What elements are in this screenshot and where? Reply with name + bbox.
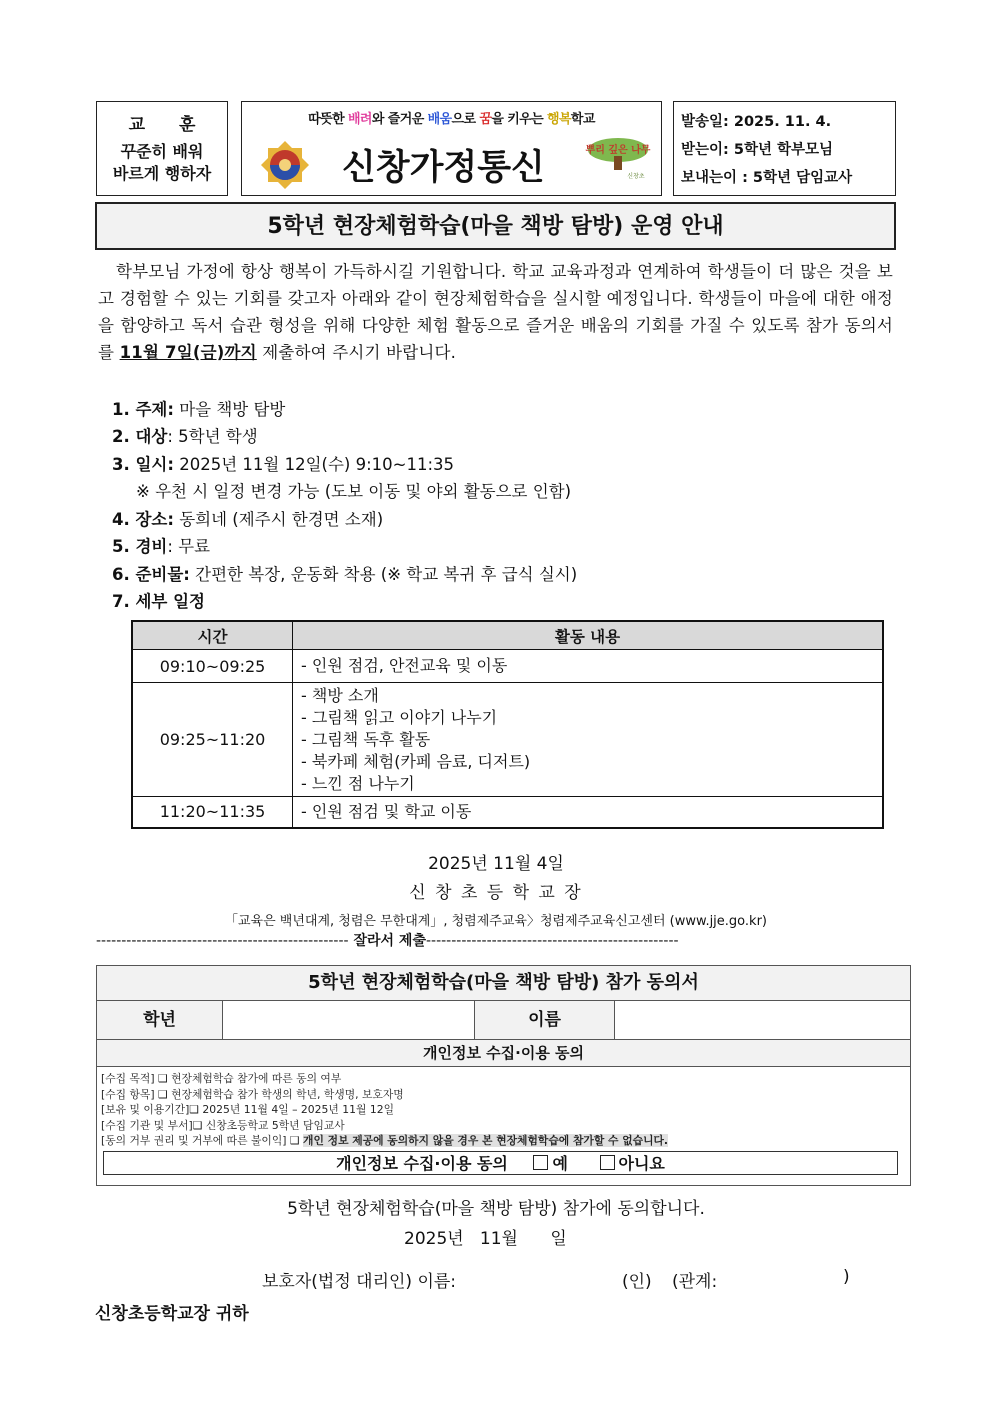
consent-yes-checkbox[interactable] bbox=[533, 1155, 548, 1170]
sender: 보내는이 : 5학년 담임교사 bbox=[681, 170, 853, 186]
agreement-date: 2025년 11월 일 bbox=[404, 1229, 567, 1249]
tree-logo-text: 뿌리 깊은 나무 bbox=[585, 145, 651, 156]
schedule-time: 11:20~11:35 bbox=[132, 797, 293, 828]
schedule-activity: - 인원 점검 및 학교 이동 bbox=[293, 797, 884, 828]
school-emblem-icon bbox=[259, 139, 311, 191]
schedule-activity: - 인원 점검, 안전교육 및 이동 bbox=[293, 650, 884, 683]
list-item-topic: 1. 주제: 마을 책방 탐방 bbox=[112, 400, 286, 419]
privacy-section-title: 개인정보 수집·이용 동의 bbox=[97, 1040, 910, 1067]
weather-note: ※ 우천 시 일정 변경 가능 (도보 이동 및 야외 활동으로 인함) bbox=[136, 482, 572, 501]
list-item-cost: 5. 경비: 무료 bbox=[112, 537, 211, 556]
integrity-campaign: 「교육은 백년대계, 청렴은 무한대계」, 청렴제주교육〉청렴제주교육신고센터 (www.jje.go.kr) bbox=[225, 914, 767, 929]
schedule-activity-list bbox=[293, 683, 884, 797]
student-info-row bbox=[97, 1001, 910, 1040]
schedule-table bbox=[131, 620, 884, 829]
consent-form bbox=[96, 965, 911, 1186]
letter-info-box bbox=[673, 101, 896, 196]
consent-no-checkbox[interactable] bbox=[600, 1155, 615, 1170]
send-date: 발송일: 2025. 11. 4. bbox=[681, 114, 832, 130]
privacy-consent-row bbox=[103, 1151, 898, 1175]
table-row bbox=[132, 650, 883, 683]
schedule-activity: - 느낀 점 나누기 bbox=[301, 773, 415, 793]
consent-yes-label: 예 bbox=[552, 1154, 568, 1173]
tree-logo-icon bbox=[582, 136, 654, 180]
refusal-warning: 개인 정보 제공에 동의하지 않을 경우 본 현장체험학습에 참가할 수 없습니다. bbox=[303, 1134, 669, 1147]
tree-logo-subtext: 신창초 bbox=[627, 173, 645, 180]
list-item-location: 4. 장소: 동희네 (제주시 한경면 소재) bbox=[112, 510, 384, 529]
privacy-details bbox=[97, 1067, 910, 1149]
seal-mark: (인) bbox=[622, 1272, 652, 1292]
privacy-line: [보유 및 이용기간]❑ 2025년 11월 4일 – 2025년 11월 12일 bbox=[101, 1103, 395, 1116]
table-row bbox=[132, 683, 883, 797]
privacy-line: [동의 거부 권리 및 거부에 따른 불이익] ❑ 개인 정보 제공에 동의하지 않을 경우 본 현장체험학습에 참가할 수 없습니다. bbox=[101, 1134, 669, 1147]
schedule-activity: - 책방 소개 bbox=[301, 685, 379, 705]
list-item-datetime: 3. 일시: 2025년 11월 12일(수) 9:10~11:35 bbox=[112, 455, 455, 474]
guardian-name-label: 보호자(법정 대리인) 이름: bbox=[262, 1272, 457, 1292]
schedule-activity: - 그림책 독후 활동 bbox=[301, 729, 431, 749]
consent-no-label: 아니요 bbox=[618, 1154, 665, 1173]
schedule-activity: - 북카페 체험(카페 음료, 디저트) bbox=[301, 751, 531, 771]
schedule-activity: - 그림책 읽고 이야기 나누기 bbox=[301, 707, 498, 727]
motto-line-2: 바르게 행하자 bbox=[112, 164, 212, 183]
list-item-target: 2. 대상: 5학년 학생 bbox=[112, 427, 258, 446]
grade-label: 학년 bbox=[97, 1001, 223, 1039]
privacy-line: [수집 기관 및 부서]❑ 신창초등학교 5학년 담임교사 bbox=[101, 1118, 345, 1132]
consent-form-title: 5학년 현장체험학습(마을 책방 탐방) 참가 동의서 bbox=[97, 966, 910, 1001]
relation-label: (관계: bbox=[672, 1272, 718, 1292]
school-slogan: 따뜻한 배려와 즐거운 배움으로 꿈을 키우는 행복학교 bbox=[308, 112, 595, 127]
intro-paragraph: 학부모님 가정에 항상 행복이 가득하시길 기원합니다. 학교 교육과정과 연계하여 학생들이 더 많은 것을 보고 경험할 수 있는 기회를 갖고자 아래와 같이 현장체험학습을 실시할 예정입니다. 학생들이 마을에 대한 애정을 함양하고 독서 습관 형성을 위해 다양한 체험 활동으로 즐거운 배움의 기회를 가질 수 있도록 참가 동의서를 11월 7일(금)까지 제출하여 주시기 바랍니다. bbox=[98, 262, 893, 362]
schedule-time: 09:25~11:20 bbox=[132, 683, 293, 797]
column-header-activity: 활동 내용 bbox=[293, 621, 884, 650]
principal-title: 신 창 초 등 학 교 장 bbox=[409, 883, 583, 903]
newsletter-title: 신창가정통신 bbox=[342, 148, 545, 188]
cut-line: -------------------------------------------------- 잘라서 제출-------------------------------------------------- bbox=[96, 933, 679, 949]
privacy-line: [수집 목적] ❑ 현장체험학습 참가에 따른 동의 여부 bbox=[101, 1072, 342, 1085]
table-header-row bbox=[132, 621, 883, 650]
recipient: 받는이: 5학년 학부모님 bbox=[681, 142, 834, 158]
page-title: 5학년 현장체험학습(마을 책방 탐방) 운영 안내 bbox=[95, 202, 896, 250]
agreement-statement: 5학년 현장체험학습(마을 책방 탐방) 참가에 동의합니다. bbox=[287, 1199, 705, 1219]
deadline: 11월 7일(금)까지 bbox=[119, 343, 257, 362]
column-header-time: 시간 bbox=[132, 621, 293, 650]
cut-line-label: 잘라서 제출 bbox=[348, 933, 426, 949]
school-motto-box bbox=[96, 101, 228, 196]
motto-title: 교 훈 bbox=[128, 115, 210, 135]
relation-close: ) bbox=[843, 1267, 850, 1287]
motto-line-1: 꾸준히 배워 bbox=[120, 142, 204, 161]
addressee: 신창초등학교장 귀하 bbox=[95, 1304, 249, 1324]
consent-label: 개인정보 수집·이용 동의 bbox=[336, 1154, 508, 1173]
schedule-time: 09:10~09:25 bbox=[132, 650, 293, 683]
grade-field[interactable] bbox=[223, 1001, 475, 1039]
name-label: 이름 bbox=[475, 1001, 615, 1039]
issue-date: 2025년 11월 4일 bbox=[428, 854, 564, 874]
privacy-line: [수집 항목] ❑ 현장체험학습 참가 학생의 학년, 학생명, 보호자명 bbox=[101, 1087, 404, 1101]
list-item-supplies: 6. 준비물: 간편한 복장, 운동화 착용 (※ 학교 복귀 후 급식 실시) bbox=[112, 565, 578, 584]
table-row bbox=[132, 797, 883, 828]
list-item-schedule-heading: 7. 세부 일정 bbox=[112, 592, 205, 611]
name-field[interactable] bbox=[615, 1001, 910, 1039]
newsletter-banner bbox=[241, 101, 662, 196]
